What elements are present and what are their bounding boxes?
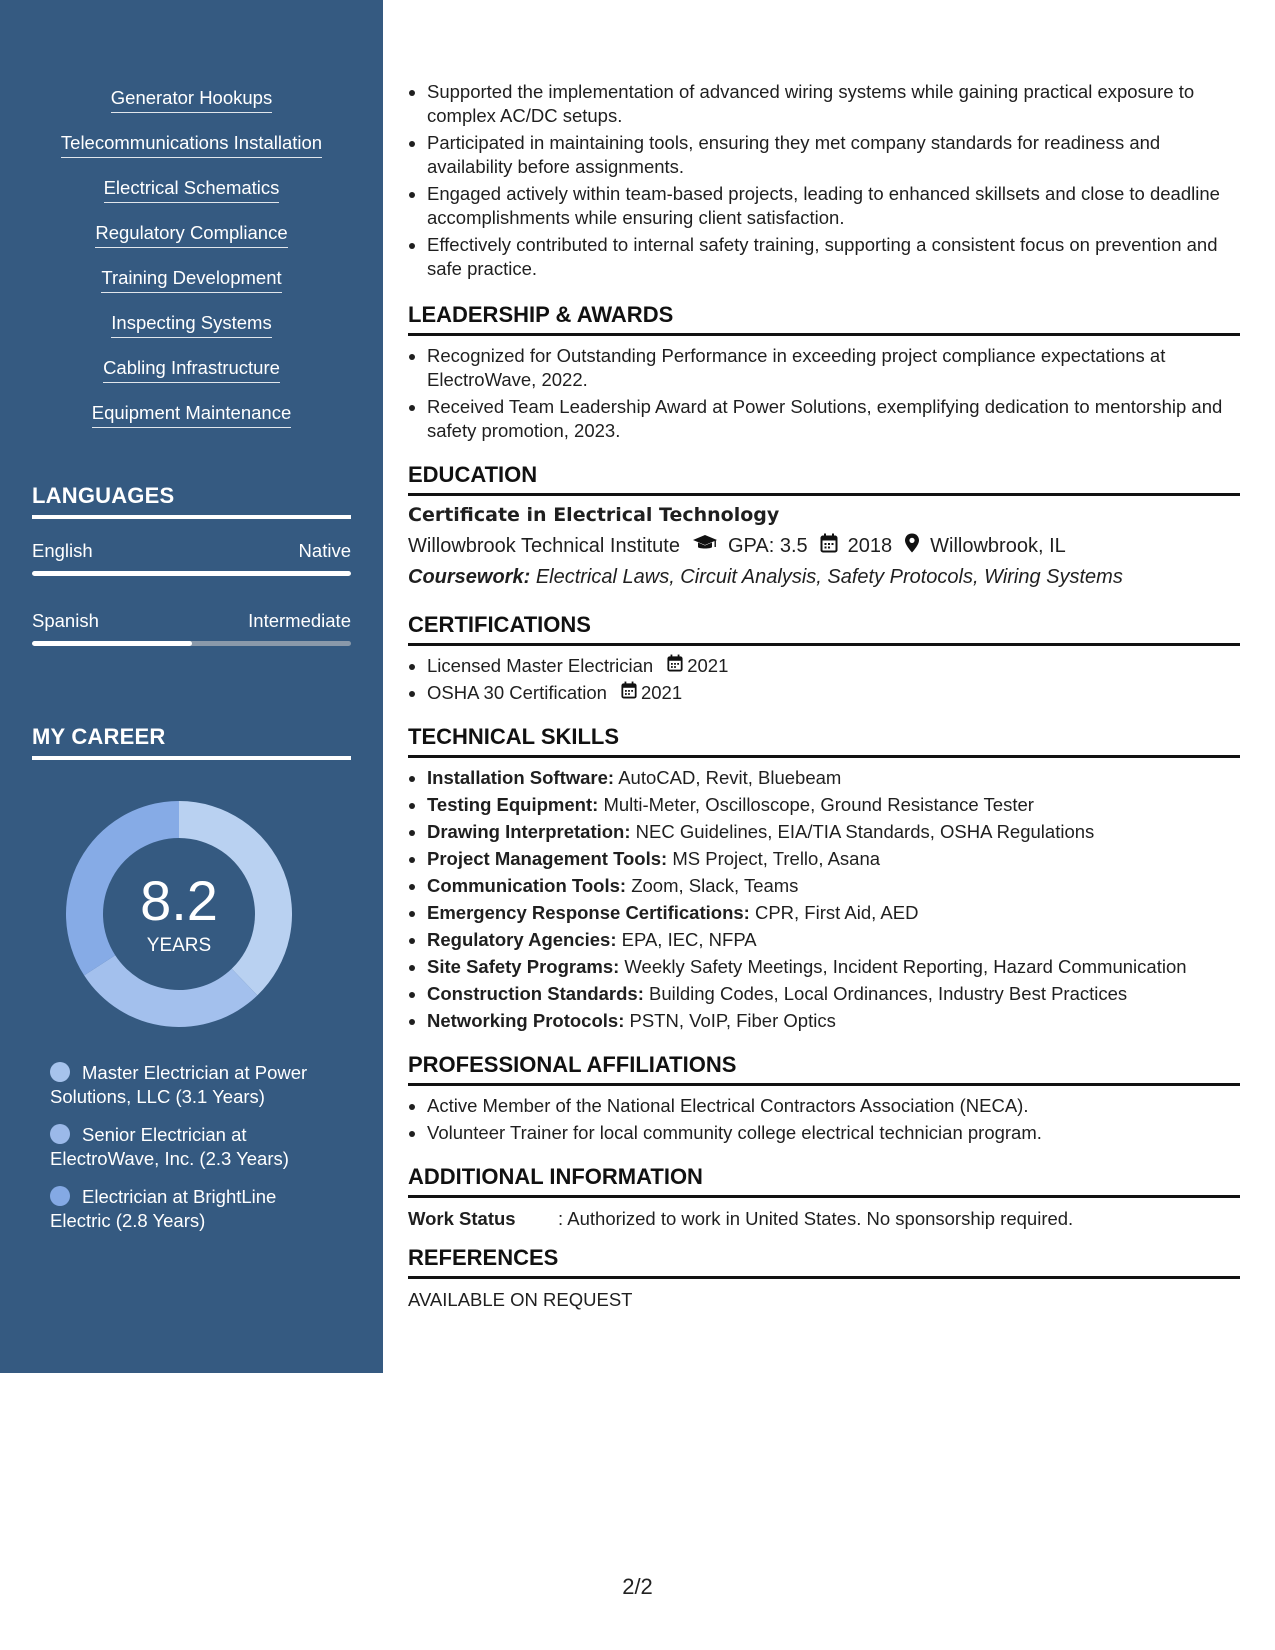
certification-year: 2021 — [640, 682, 683, 703]
skill-item: Inspecting Systems — [0, 311, 383, 356]
education-entry — [408, 503, 1240, 589]
language-level: Intermediate — [248, 610, 351, 631]
experience-bullet: • Supported the implementation of advanced wiring systems while gaining practical exposure to complex AC/DC setups. — [427, 80, 1240, 128]
affiliations-heading: PROFESSIONAL AFFILIATIONS — [408, 1052, 1240, 1086]
skill-item: Electrical Schematics — [0, 176, 383, 221]
donut-segment — [84, 955, 257, 1027]
technical-skill-item: • Networking Protocols: PSTN, VoIP, Fiber Optics — [427, 1009, 1240, 1033]
education-gpa: GPA: 3.5 — [727, 535, 808, 557]
certification-item — [427, 681, 1240, 705]
technical-skills-list — [408, 766, 1240, 1036]
leadership-list — [408, 344, 1240, 446]
technical-skill-item: • Construction Standards: Building Codes, Local Ordinances, Industry Best Practices — [427, 982, 1240, 1006]
language-row-english — [32, 540, 351, 562]
coursework-list: Electrical Laws, Circuit Analysis, Safety Protocols, Wiring Systems — [535, 566, 1123, 588]
career-heading: MY CAREER — [32, 724, 351, 760]
skill-item: Generator Hookups — [0, 86, 383, 131]
language-row-spanish — [32, 610, 351, 632]
affiliations-list — [408, 1094, 1240, 1148]
language-bar-english — [32, 571, 351, 576]
certification-year: 2021 — [687, 655, 729, 676]
education-heading: EDUCATION — [408, 462, 1240, 496]
certifications-heading: CERTIFICATIONS — [408, 612, 1240, 646]
technical-skill-item: • Emergency Response Certifications: CPR, First Aid, AED — [427, 901, 1240, 925]
experience-bullet: • Participated in maintaining tools, ensuring they met company standards for readiness and availability before assignments. — [427, 131, 1240, 179]
technical-skill-item: • Regulatory Agencies: EPA, IEC, NFPA — [427, 928, 1240, 952]
work-status-value: : Authorized to work in United States. No sponsorship required. — [558, 1208, 1074, 1229]
affiliation-item: • Volunteer Trainer for local community college electrical technician program. — [427, 1121, 1240, 1145]
career-item: Senior Electrician at ElectroWave, Inc. (2.3 Years) — [50, 1124, 289, 1169]
technical-skill-item: • Project Management Tools: MS Project, Trello, Asana — [427, 847, 1240, 871]
calendar-icon — [820, 533, 838, 559]
certification-name: • Licensed Master Electrician — [427, 655, 654, 676]
education-location: Willowbrook, IL — [930, 535, 1066, 557]
skill-item: Training Development — [0, 266, 383, 311]
experience-bullet: • Effectively contributed to internal safety training, supporting a consistent focus on prevention and safe practice. — [427, 233, 1240, 281]
career-dot-icon — [50, 1186, 70, 1206]
leadership-item: • Recognized for Outstanding Performance in exceeding project compliance expectations at ElectroWave, 2022. — [427, 344, 1240, 392]
skill-item: Regulatory Compliance — [0, 221, 383, 266]
leadership-item: • Received Team Leadership Award at Power Solutions, exemplifying dedication to mentorship and safety promotion, 2023. — [427, 395, 1240, 443]
technical-skill-item: • Communication Tools: Zoom, Slack, Teams — [427, 874, 1240, 898]
skill-item: Telecommunications Installation — [0, 131, 383, 176]
leadership-heading: LEADERSHIP & AWARDS — [408, 302, 1240, 336]
language-bar-fill — [32, 641, 192, 646]
calendar-icon — [667, 654, 683, 678]
coursework-label: Coursework: — [408, 566, 531, 588]
languages-heading: LANGUAGES — [32, 483, 351, 519]
references-text: AVAILABLE ON REQUEST — [408, 1289, 633, 1310]
additional-info — [408, 1207, 1240, 1231]
experience-bullets — [408, 80, 1240, 284]
location-pin-icon — [904, 533, 920, 559]
career-dot-icon — [50, 1062, 70, 1082]
language-bar-spanish — [32, 641, 351, 646]
experience-bullet: • Engaged actively within team-based projects, leading to enhanced skillsets and close to deadline accomplishments while ensuring client satisfaction. — [427, 182, 1240, 230]
skill-item: Cabling Infrastructure — [0, 356, 383, 401]
certifications-list — [408, 654, 1240, 708]
affiliation-item: • Active Member of the National Electrical Contractors Association (NECA). — [427, 1094, 1240, 1118]
calendar-icon — [621, 681, 637, 705]
page-number: 2/2 — [622, 1574, 653, 1599]
education-meta — [408, 533, 1240, 559]
career-dot-icon — [50, 1124, 70, 1144]
technical-skill-item: • Site Safety Programs: Weekly Safety Meetings, Incident Reporting, Hazard Communication — [427, 955, 1240, 979]
technical-skill-item: • Drawing Interpretation: NEC Guidelines, EIA/TIA Standards, OSHA Regulations — [427, 820, 1240, 844]
work-status-label: Work Status — [408, 1208, 516, 1229]
career-total-unit: YEARS — [146, 935, 212, 956]
language-bar-fill — [32, 571, 351, 576]
career-total-years: 8.2 — [140, 869, 218, 932]
education-degree: Certificate in Electrical Technology — [408, 504, 780, 526]
education-year: 2018 — [847, 535, 893, 557]
technical-skill-item: • Testing Equipment: Multi-Meter, Oscilloscope, Ground Resistance Tester — [427, 793, 1240, 817]
additional-info-heading: ADDITIONAL INFORMATION — [408, 1164, 1240, 1198]
graduation-cap-icon — [692, 534, 718, 558]
references-heading: REFERENCES — [408, 1245, 1240, 1279]
career-item: Electrician at BrightLine Electric (2.8 Years) — [50, 1186, 277, 1231]
language-level: Native — [298, 540, 351, 561]
skill-item: Equipment Maintenance — [0, 401, 383, 446]
sidebar — [0, 0, 383, 1373]
technical-skill-item: • Installation Software: AutoCAD, Revit, Bluebeam — [427, 766, 1240, 790]
work-status-row — [408, 1207, 1240, 1231]
language-name: Spanish — [32, 610, 99, 631]
technical-skills-heading: TECHNICAL SKILLS — [408, 724, 1240, 758]
career-donut-chart — [66, 801, 292, 1027]
skills-list — [0, 86, 383, 446]
language-name: English — [32, 540, 93, 561]
certification-item — [427, 654, 1240, 678]
career-item: Master Electrician at Power Solutions, LLC (3.1 Years) — [50, 1062, 308, 1107]
certification-name: • OSHA 30 Certification — [427, 682, 607, 703]
education-school: Willowbrook Technical Institute — [408, 535, 680, 557]
education-coursework — [408, 565, 1240, 589]
